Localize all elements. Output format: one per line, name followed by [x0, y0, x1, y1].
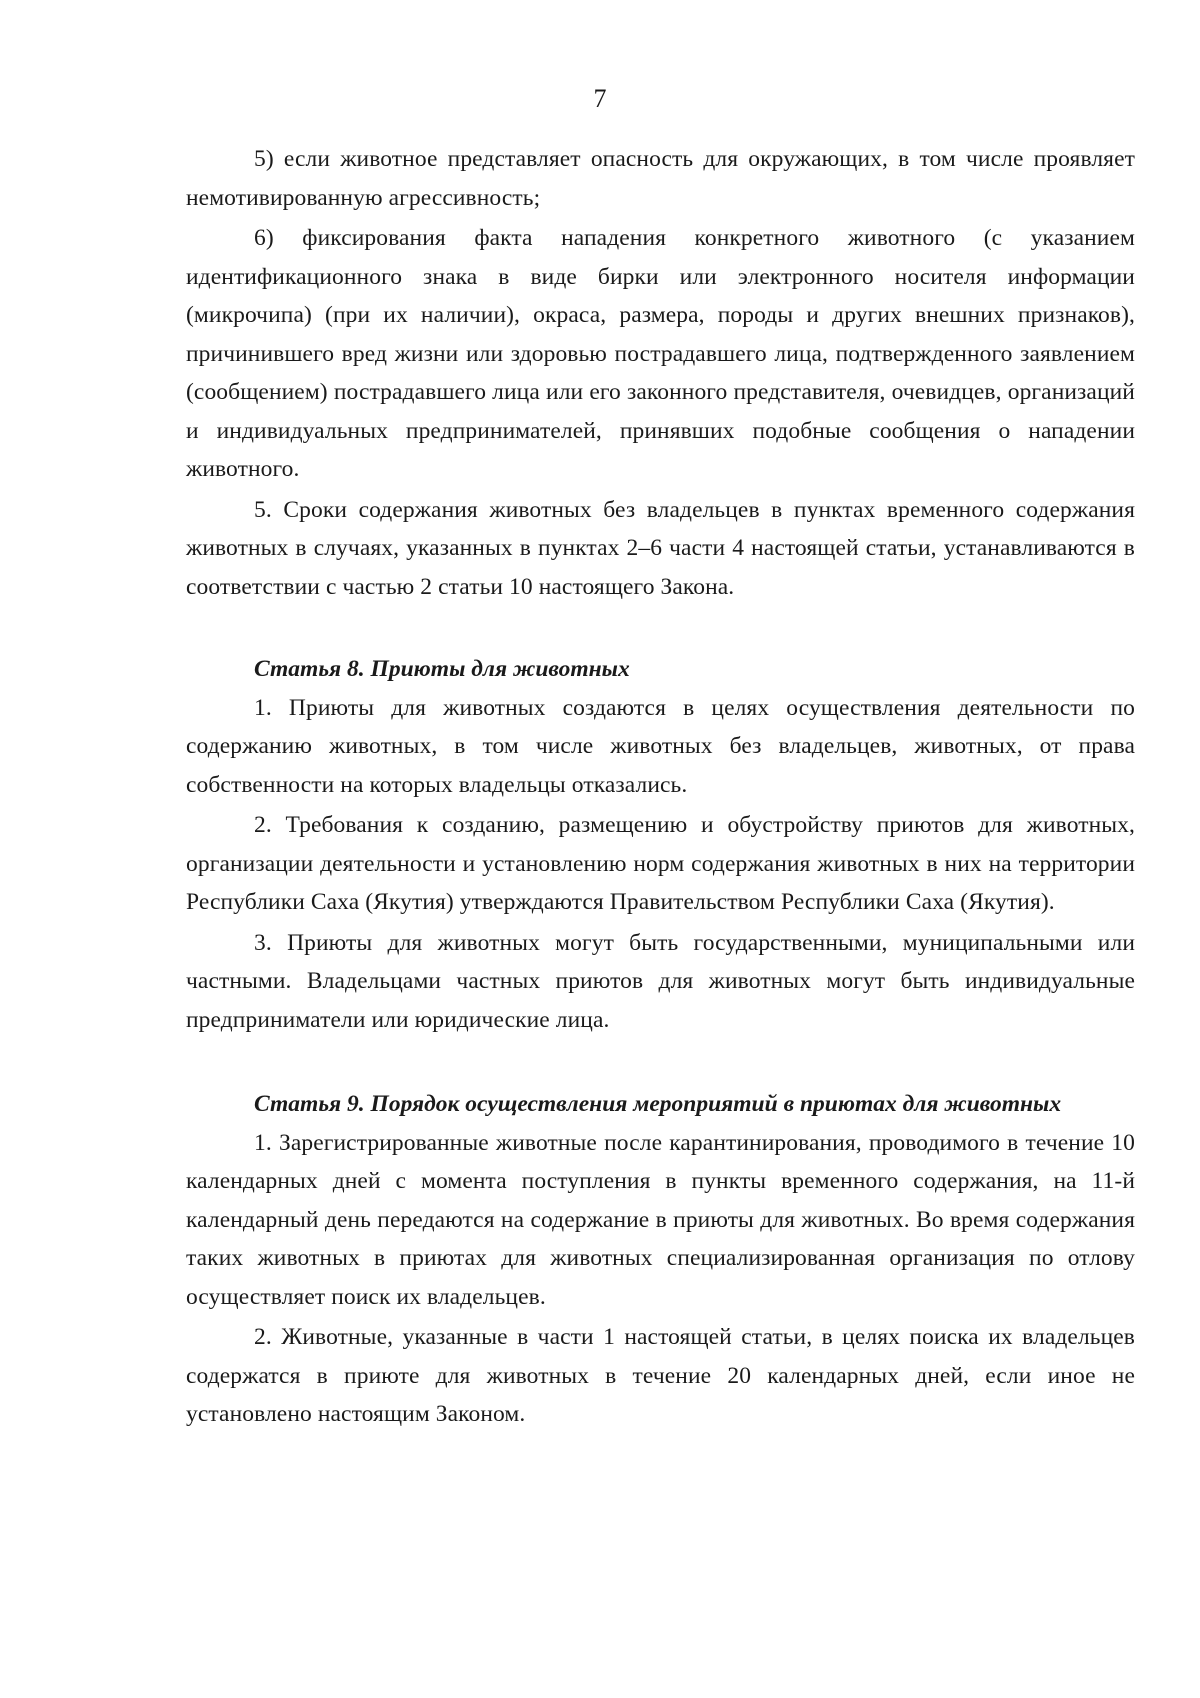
paragraph-item-6: 6) фиксирования факта нападения конкретного животного (с указанием идентификационного знака в виде бирки или электронного носителя информации (микрочипа) (при их наличии), окраса, размера, породы и других внешних признаков), причинившего вред жизни или здоровью пострадавшего лица, подтвержденного заявлением (сообщением) пострадавшего лица или его законного представителя, очевидцев, организаций и индивидуальных предпринимателей, принявших подобные сообщения о нападении животного. [186, 225, 1135, 482]
page-number: 7 [593, 84, 607, 113]
article-9-part-2: 2. Животные, указанные в части 1 настоящей статьи, в целях поиска их владельцев содержатся в приюте для животных в течение 20 календарных дней, если иное не установлено настоящим Законом. [186, 1324, 1135, 1427]
article-8-part-3: 3. Приюты для животных могут быть государственными, муниципальными или частными. Владельцами частных приютов для животных могут быть индивидуальные предприниматели или юридические лица. [186, 929, 1135, 1033]
article-9-part-1: 1. Зарегистрированные животные после карантинирования, проводимого в течение 10 календарных дней с момента поступления в пункты временного содержания, на 11-й календарный день передаются на содержание в приюты для животных. Во время содержания таких животных в приютах для животных специализированная организация по отлову осуществляет поиск их владельцев. [186, 1129, 1135, 1310]
article-8-heading: Статья 8. Приюты для животных [254, 656, 630, 682]
spacer [186, 606, 1135, 650]
article-8-part-2: 2. Требования к созданию, размещению и обустройству приютов для животных, организации деятельности и установлению норм содержания животных в них на территории Республики Саха (Якутия) утверждаются Правительством Республики Саха (Якутия). [186, 812, 1135, 915]
article-9-heading: Статья 9. Порядок осуществления мероприятий в приютах для животных [254, 1091, 1062, 1117]
article-8-part-1: 1. Приюты для животных создаются в целях осуществления деятельности по содержанию животных, в том числе животных без владельцев, животных, от права собственности на которых владельцы отказались. [186, 694, 1135, 798]
paragraph-part-5: 5. Сроки содержания животных без владельцев в пунктах временного содержания животных в случаях, указанных в пунктах 2–6 части 4 настоящей статьи, устанавливаются в соответствии с частью 2 статьи 10 настоящего Закона. [186, 496, 1135, 600]
spacer [186, 1039, 1135, 1085]
paragraph-item-5: 5) если животное представляет опасность для окружающих, в том числе проявляет немотивированную агрессивность; [186, 146, 1135, 211]
document-body [186, 140, 1135, 1434]
